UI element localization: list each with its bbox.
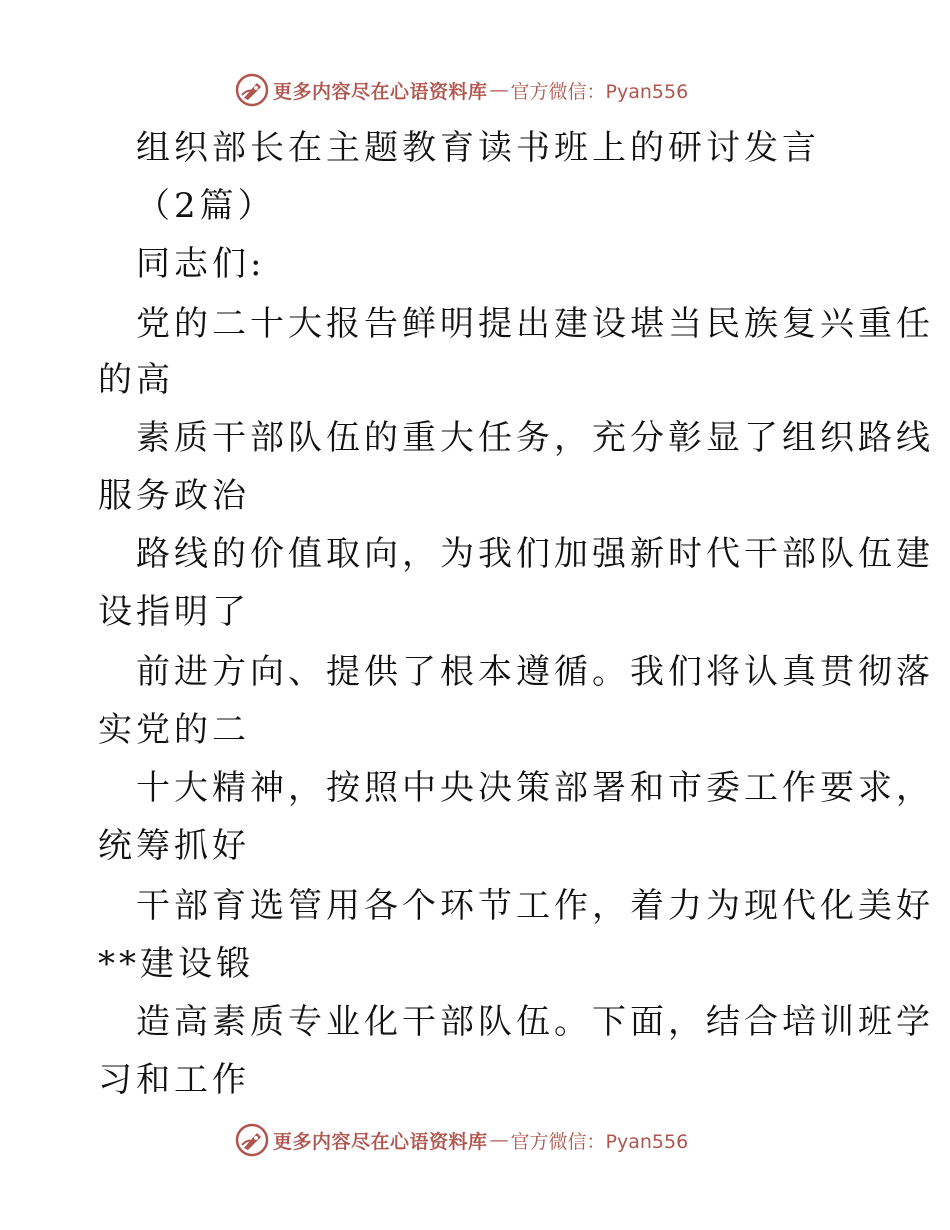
pen-nib-logo-icon	[235, 1123, 269, 1157]
watermark-wechat-text: 官方微信：Pyan556	[510, 1130, 689, 1153]
paragraph-line: 前进方向、提供了根本遵循。我们将认真贯彻落	[136, 652, 934, 692]
paragraph-line: 素质干部队伍的重大任务，充分彰显了组织路线	[136, 418, 934, 458]
paragraph-line: 党的二十大报告鲜明提出建设堪当民族复兴重任	[136, 304, 934, 344]
paragraph-line: 干部育选管用各个环节工作，着力为现代化美好	[136, 886, 934, 926]
paragraph-line: 造高素质专业化干部队伍。下面，结合培训班学	[136, 1002, 934, 1042]
paragraph-line: 的高	[98, 360, 174, 400]
watermark-wechat-text: 官方微信：Pyan556	[510, 80, 689, 103]
pen-nib-logo-icon	[235, 73, 269, 107]
watermark-banner	[235, 1120, 688, 1160]
paragraph-line: 服务政治	[98, 476, 250, 516]
paragraph-line: 习和工作	[98, 1060, 250, 1100]
paragraph-line: 路线的价值取向，为我们加强新时代干部队伍建	[136, 534, 934, 574]
paragraph-line: 十大精神，按照中央决策部署和市委工作要求，	[136, 768, 934, 808]
page-header-watermark	[0, 70, 950, 110]
page-footer-watermark	[0, 1120, 950, 1160]
salutation: 同志们:	[136, 244, 266, 284]
watermark-separator: —	[489, 1129, 509, 1151]
paragraph-line: 设指明了	[98, 592, 250, 632]
paragraph-line: 实党的二	[98, 710, 250, 750]
watermark-brand-text: 更多内容尽在心语资料库	[273, 1130, 488, 1153]
watermark-banner	[235, 70, 688, 110]
watermark-brand-text: 更多内容尽在心语资料库	[273, 80, 488, 103]
document-title: 组织部长在主题教育读书班上的研讨发言	[136, 128, 820, 168]
paragraph-line: 统筹抓好	[98, 826, 250, 866]
document-subtitle: （2篇）	[136, 186, 276, 226]
watermark-separator: —	[489, 79, 509, 101]
paragraph-line: **建设锻	[98, 944, 254, 984]
